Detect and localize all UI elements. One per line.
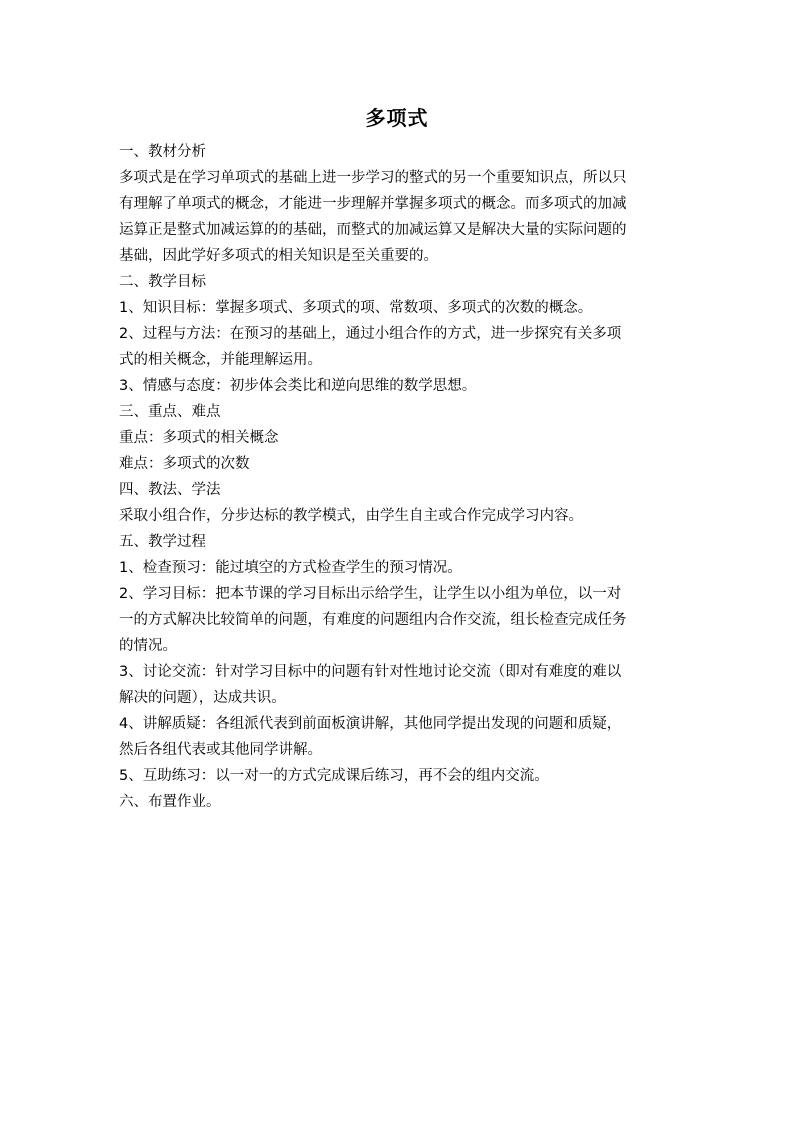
paragraph-line: 解决的问题），达成共识。 [119,690,286,706]
paragraph-line: 4、讲解质疑：各组派代表到前面板演讲解，其他同学提出发现的问题和质疑， [119,716,622,732]
paragraph-line: 3、情感与态度：初步体会类比和逆向思维的数学思想。 [119,378,477,394]
page-title: 多项式 [365,106,429,130]
paragraph-line: 一的方式解决比较简单的问题，有难度的问题组内合作交流，组长检查完成任务 [119,612,627,628]
paragraph-line: 2、过程与方法：在预习的基础上，通过小组合作的方式，进一步探究有关多项 [119,326,622,342]
paragraph-line: 1、检查预习：能过填空的方式检查学生的预习情况。 [119,560,462,576]
section-heading-goals: 二、教学目标 [119,274,206,290]
paragraph-line: 有理解了单项式的概念，才能进一步理解并掌握多项式的概念。而多项式的加减 [119,196,627,212]
paragraph-line: 式的相关概念，并能理解运用。 [119,352,322,368]
section-heading-analysis: 一、教材分析 [119,144,206,160]
paragraph-line: 采取小组合作，分步达标的教学模式，由学生自主或合作完成学习内容。 [119,508,583,524]
section-heading-process: 五、教学过程 [119,534,206,550]
paragraph-line: 5、互助练习：以一对一的方式完成课后练习，再不会的组内交流。 [119,768,549,784]
paragraph-line: 1、知识目标：掌握多项式、多项式的项、常数项、多项式的次数的概念。 [119,300,593,316]
paragraph-line: 难点：多项式的次数 [119,456,250,472]
section-heading-key-points: 三、重点、难点 [119,404,221,420]
paragraph-line: 2、学习目标：把本节课的学习目标出示给学生，让学生以小组为单位，以一对 [119,586,622,602]
paragraph-line: 然后各组代表或其他同学讲解。 [119,742,322,758]
paragraph-line: 运算正是整式加减运算的的基础，而整式的加减运算又是解决大量的实际问题的 [119,222,627,238]
section-heading-methods: 四、教法、学法 [119,482,221,498]
section-heading-homework: 六、布置作业。 [119,794,221,810]
paragraph-line: 基础，因此学好多项式的相关知识是至关重要的。 [119,248,438,264]
paragraph-line: 3、讨论交流：针对学习目标中的问题有针对性地讨论交流（即对有难度的难以 [119,664,622,680]
paragraph-line: 的情况。 [119,638,177,654]
paragraph-line: 多项式是在学习单项式的基础上进一步学习的整式的另一个重要知识点，所以只 [119,170,627,186]
document-body [119,139,677,815]
paragraph-line: 重点：多项式的相关概念 [119,430,279,446]
